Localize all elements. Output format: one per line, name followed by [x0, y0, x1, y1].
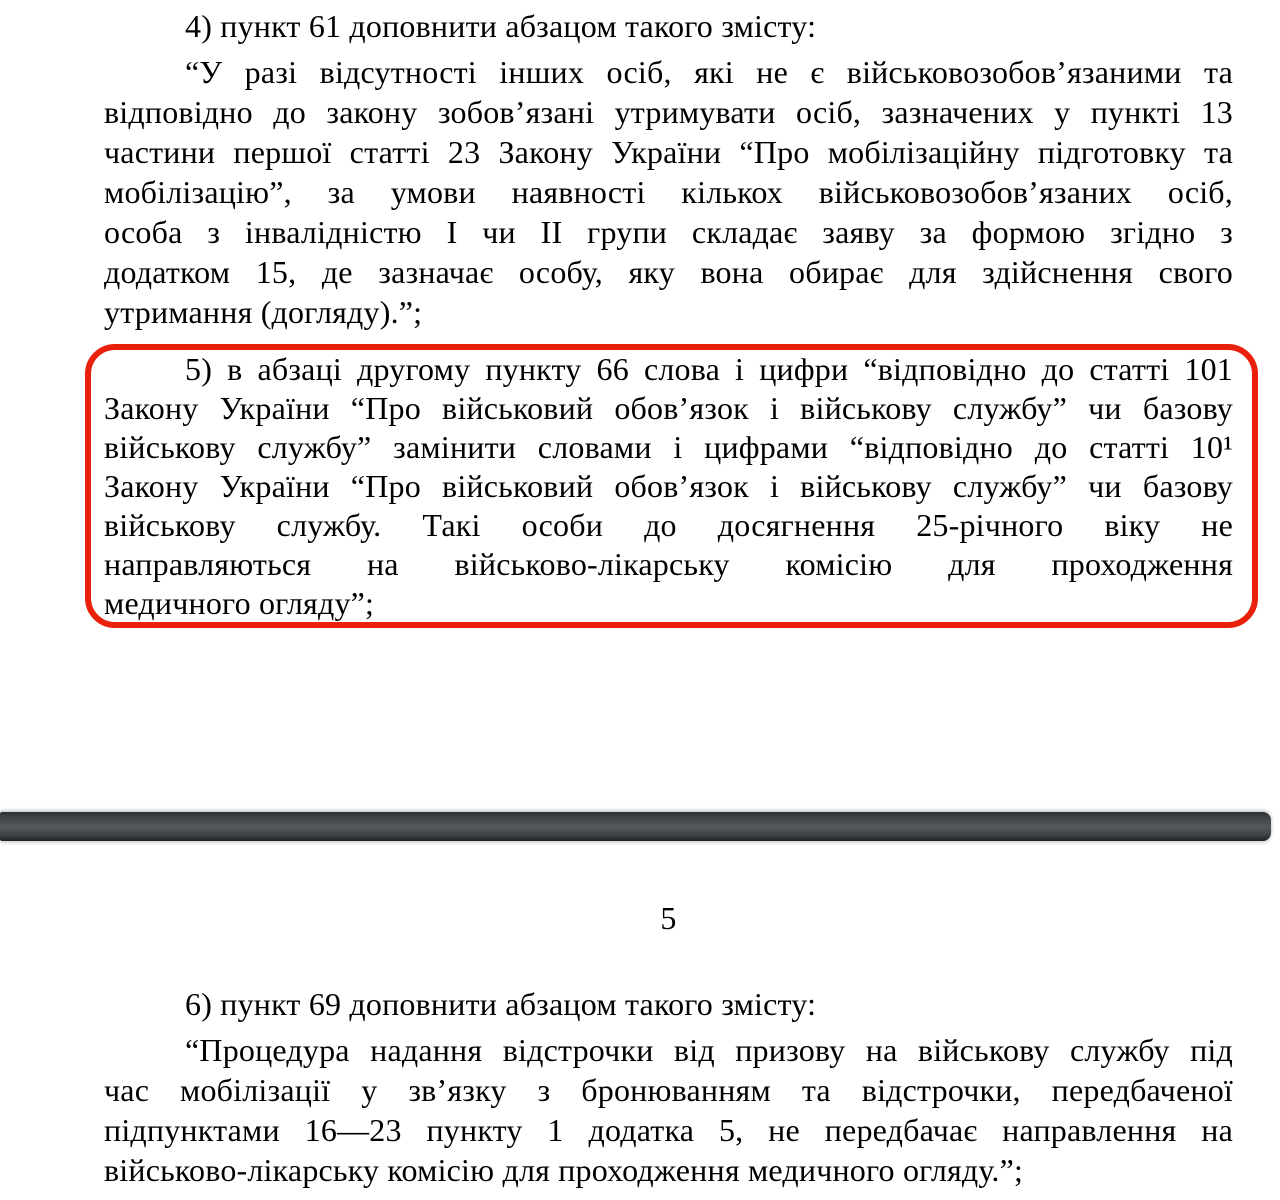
text-line: утримання (догляду).”; — [104, 294, 423, 330]
text-line: медичного огляду”; — [104, 585, 375, 621]
page-break-divider — [0, 812, 1271, 841]
text-line: військово-лікарську комісію для проходження медичного огляду.”; — [104, 1152, 1024, 1188]
text-line: мобілізацію”, за умови наявності кількох військовозобов’язаних осіб, — [104, 174, 1233, 210]
text-line: підпунктами 16—23 пункту 1 додатка 5, не передбачає направлення на — [104, 1112, 1233, 1148]
text-line: частини першої статті 23 Закону України “Про мобілізаційну підготовку та — [104, 134, 1233, 170]
item-6-heading: 6) пункт 69 доповнити абзацом такого змісту: — [185, 986, 817, 1022]
text-line: “У разі відсутності інших осіб, які не є військовозобов’язаними та — [185, 54, 1233, 90]
text-line: відповідно до закону зобов’язані утримувати осіб, зазначених у пункті 13 — [104, 94, 1233, 130]
item-4-heading: 4) пункт 61 доповнити абзацом такого змісту: — [185, 8, 817, 44]
text-line: “Процедура надання відстрочки від призову на військову службу під — [185, 1032, 1233, 1068]
text-line: Закону України “Про військовий обов’язок і військову службу” чи базову — [104, 468, 1233, 504]
text-line: особа з інвалідністю І чи ІІ групи складає заяву за формою згідно з — [104, 214, 1233, 250]
document-page-2 — [0, 841, 1280, 1200]
text-line: 5) в абзаці другому пункту 66 слова і цифри “відповідно до статті 101 — [185, 351, 1233, 387]
text-line: час мобілізації у зв’язку з бронюванням та відстрочки, передбаченої — [104, 1072, 1233, 1108]
item-6-paragraph — [104, 1030, 1233, 1190]
text-line: військову службу. Такі особи до досягнення 25-річного віку не — [104, 507, 1233, 543]
page-number: 5 — [660, 900, 677, 936]
text-line: додатком 15, де зазначає особу, яку вона обирає для здійснення свого — [104, 254, 1233, 290]
text-line: Закону України “Про військовий обов’язок і військову службу” чи базову — [104, 390, 1233, 426]
item-5-highlighted-paragraph — [104, 350, 1233, 623]
text-line: військову службу” замінити словами і цифрами “відповідно до статті 10¹ — [104, 429, 1233, 465]
item-4-paragraph — [104, 52, 1233, 332]
text-line: направляються на військово-лікарську комісію для проходження — [104, 546, 1233, 582]
